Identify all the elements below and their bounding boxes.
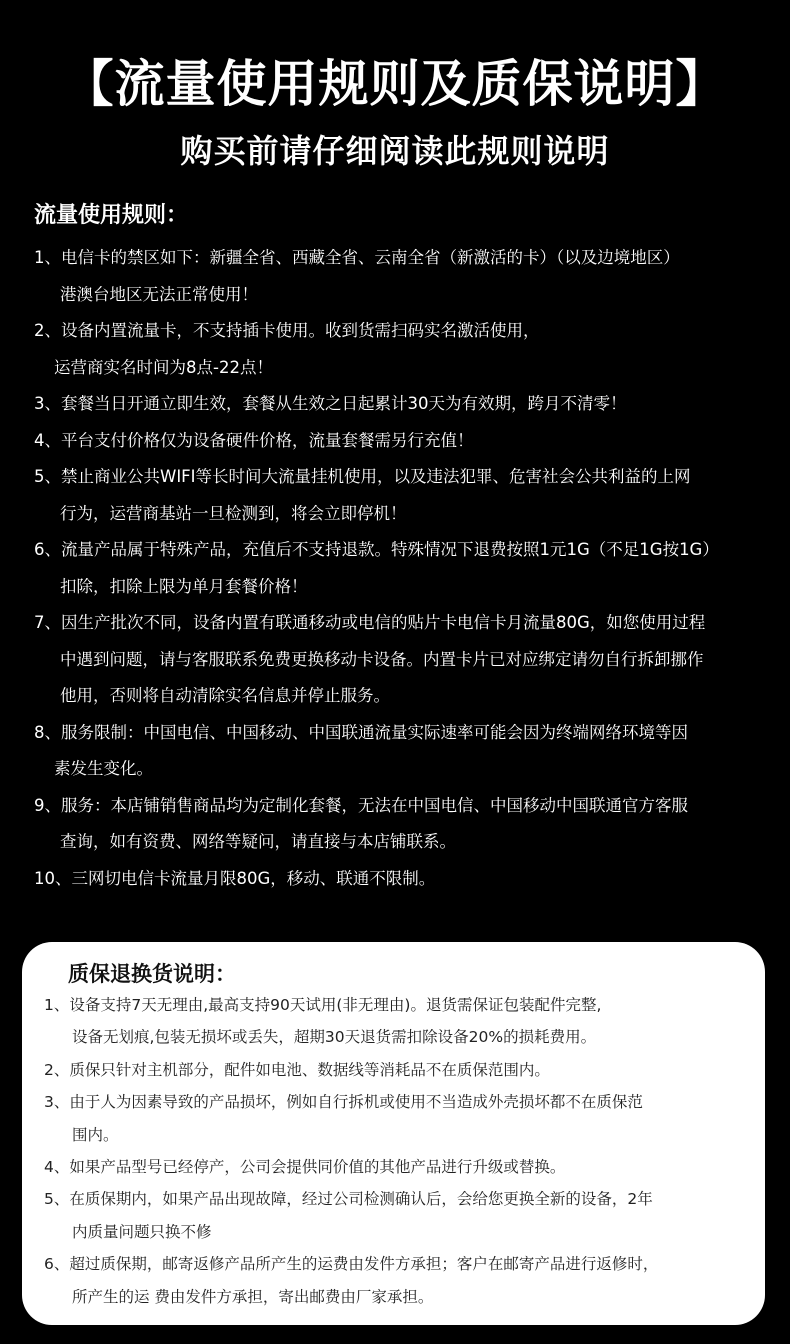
- guarantee-1-line-2: 设备无划痕,包装无损坏或丢失，超期30天退货需扣除设备20%的损耗费用。: [72, 1028, 597, 1047]
- guarantee-6-line-2: 所产生的运 费由发件方承担，寄出邮费由厂家承担。: [72, 1287, 434, 1306]
- rule-1-line-2: 港澳台地区无法正常使用！: [60, 284, 258, 304]
- guarantee-1-line-1: 1、设备支持7天无理由,最高支持90天试用(非无理由)。退货需保证包装配件完整,: [44, 996, 602, 1014]
- rule-2-line-2: 运营商实名时间为8点-22点！: [54, 357, 273, 377]
- page-subtitle: 购买前请仔细阅读此规则说明: [180, 132, 610, 170]
- rule-7-line-3: 他用，否则将自动清除实名信息并停止服务。: [60, 686, 390, 705]
- rule-8-line-1: 8、服务限制：中国电信、中国移动、中国联通流量实际速率可能会因为终端网络环境等因: [34, 722, 688, 742]
- rule-5-line-1: 5、禁止商业公共WIFI等长时间大流量挂机使用，以及违法犯罪、危害社会公共利益的上网: [34, 467, 691, 486]
- rule-7-line-1: 7、因生产批次不同，设备内置有联通移动或电信的贴片卡电信卡月流量80G，如您使用过程: [34, 613, 706, 632]
- guarantee-list: [44, 989, 756, 1313]
- rule-6-line-2: 扣除，扣除上限为单月套餐价格！: [60, 576, 308, 596]
- guarantee-3-line-2: 围内。: [72, 1125, 119, 1144]
- rule-2-line-1: 2、设备内置流量卡，不支持插卡使用。收到货需扫码实名激活使用，: [34, 321, 540, 340]
- rule-6-line-1: 6、流量产品属于特殊产品，充值后不支持退款。特殊情况下退费按照1元1G（不足1G按1G）: [34, 540, 719, 559]
- page-title: 【流量使用规则及质保说明】: [63, 55, 727, 113]
- rule-5-line-2: 行为，运营商基站一旦检测到，将会立即停机！: [60, 503, 407, 523]
- guarantee-2: 2、质保只针对主机部分，配件如电池、数据线等消耗品不在质保范围内。: [44, 1060, 550, 1079]
- guarantee-5-line-2: 内质量问题只换不修: [72, 1222, 212, 1241]
- guarantee-section-heading: 质保退换货说明：: [68, 962, 236, 986]
- rule-8-line-2: 素发生变化。: [54, 759, 153, 778]
- guarantee-6-line-1: 6、超过质保期，邮寄返修产品所产生的运费由发件方承担；客户在邮寄产品进行返修时，: [44, 1255, 659, 1274]
- rule-7-line-2: 中遇到问题，请与客服联系免费更换移动卡设备。内置卡片已对应绑定请勿自行拆卸挪作: [60, 649, 704, 669]
- guarantee-3-line-1: 3、由于人为因素导致的产品损坏，例如自行拆机或使用不当造成外壳损坏都不在质保范: [44, 1093, 643, 1112]
- rule-9-line-2: 查询，如有资费、网络等疑问，请直接与本店铺联系。: [60, 832, 456, 851]
- rule-4: 4、平台支付价格仅为设备硬件价格，流量套餐需另行充值！: [34, 430, 474, 450]
- guarantee-5-line-1: 5、在质保期内，如果产品出现故障，经过公司检测确认后，会给您更换全新的设备，2年: [44, 1190, 653, 1209]
- rule-3: 3、套餐当日开通立即生效，套餐从生效之日起累计30天为有效期，跨月不清零！: [34, 394, 627, 413]
- rule-10: 10、三网切电信卡流量月限80G，移动、联通不限制。: [34, 868, 436, 888]
- guarantee-4: 4、如果产品型号已经停产，公司会提供同价值的其他产品进行升级或替换。: [44, 1157, 566, 1176]
- rules-list: [34, 240, 764, 897]
- rule-1-line-1: 1、电信卡的禁区如下：新疆全省、西藏全省、云南全省（新激活的卡）（以及边境地区）: [34, 248, 680, 267]
- rules-section-heading: 流量使用规则：: [34, 203, 189, 228]
- guarantee-panel: [22, 942, 765, 1325]
- rule-9-line-1: 9、服务：本店铺销售商品均为定制化套餐，无法在中国电信、中国移动中国联通官方客服: [34, 795, 688, 815]
